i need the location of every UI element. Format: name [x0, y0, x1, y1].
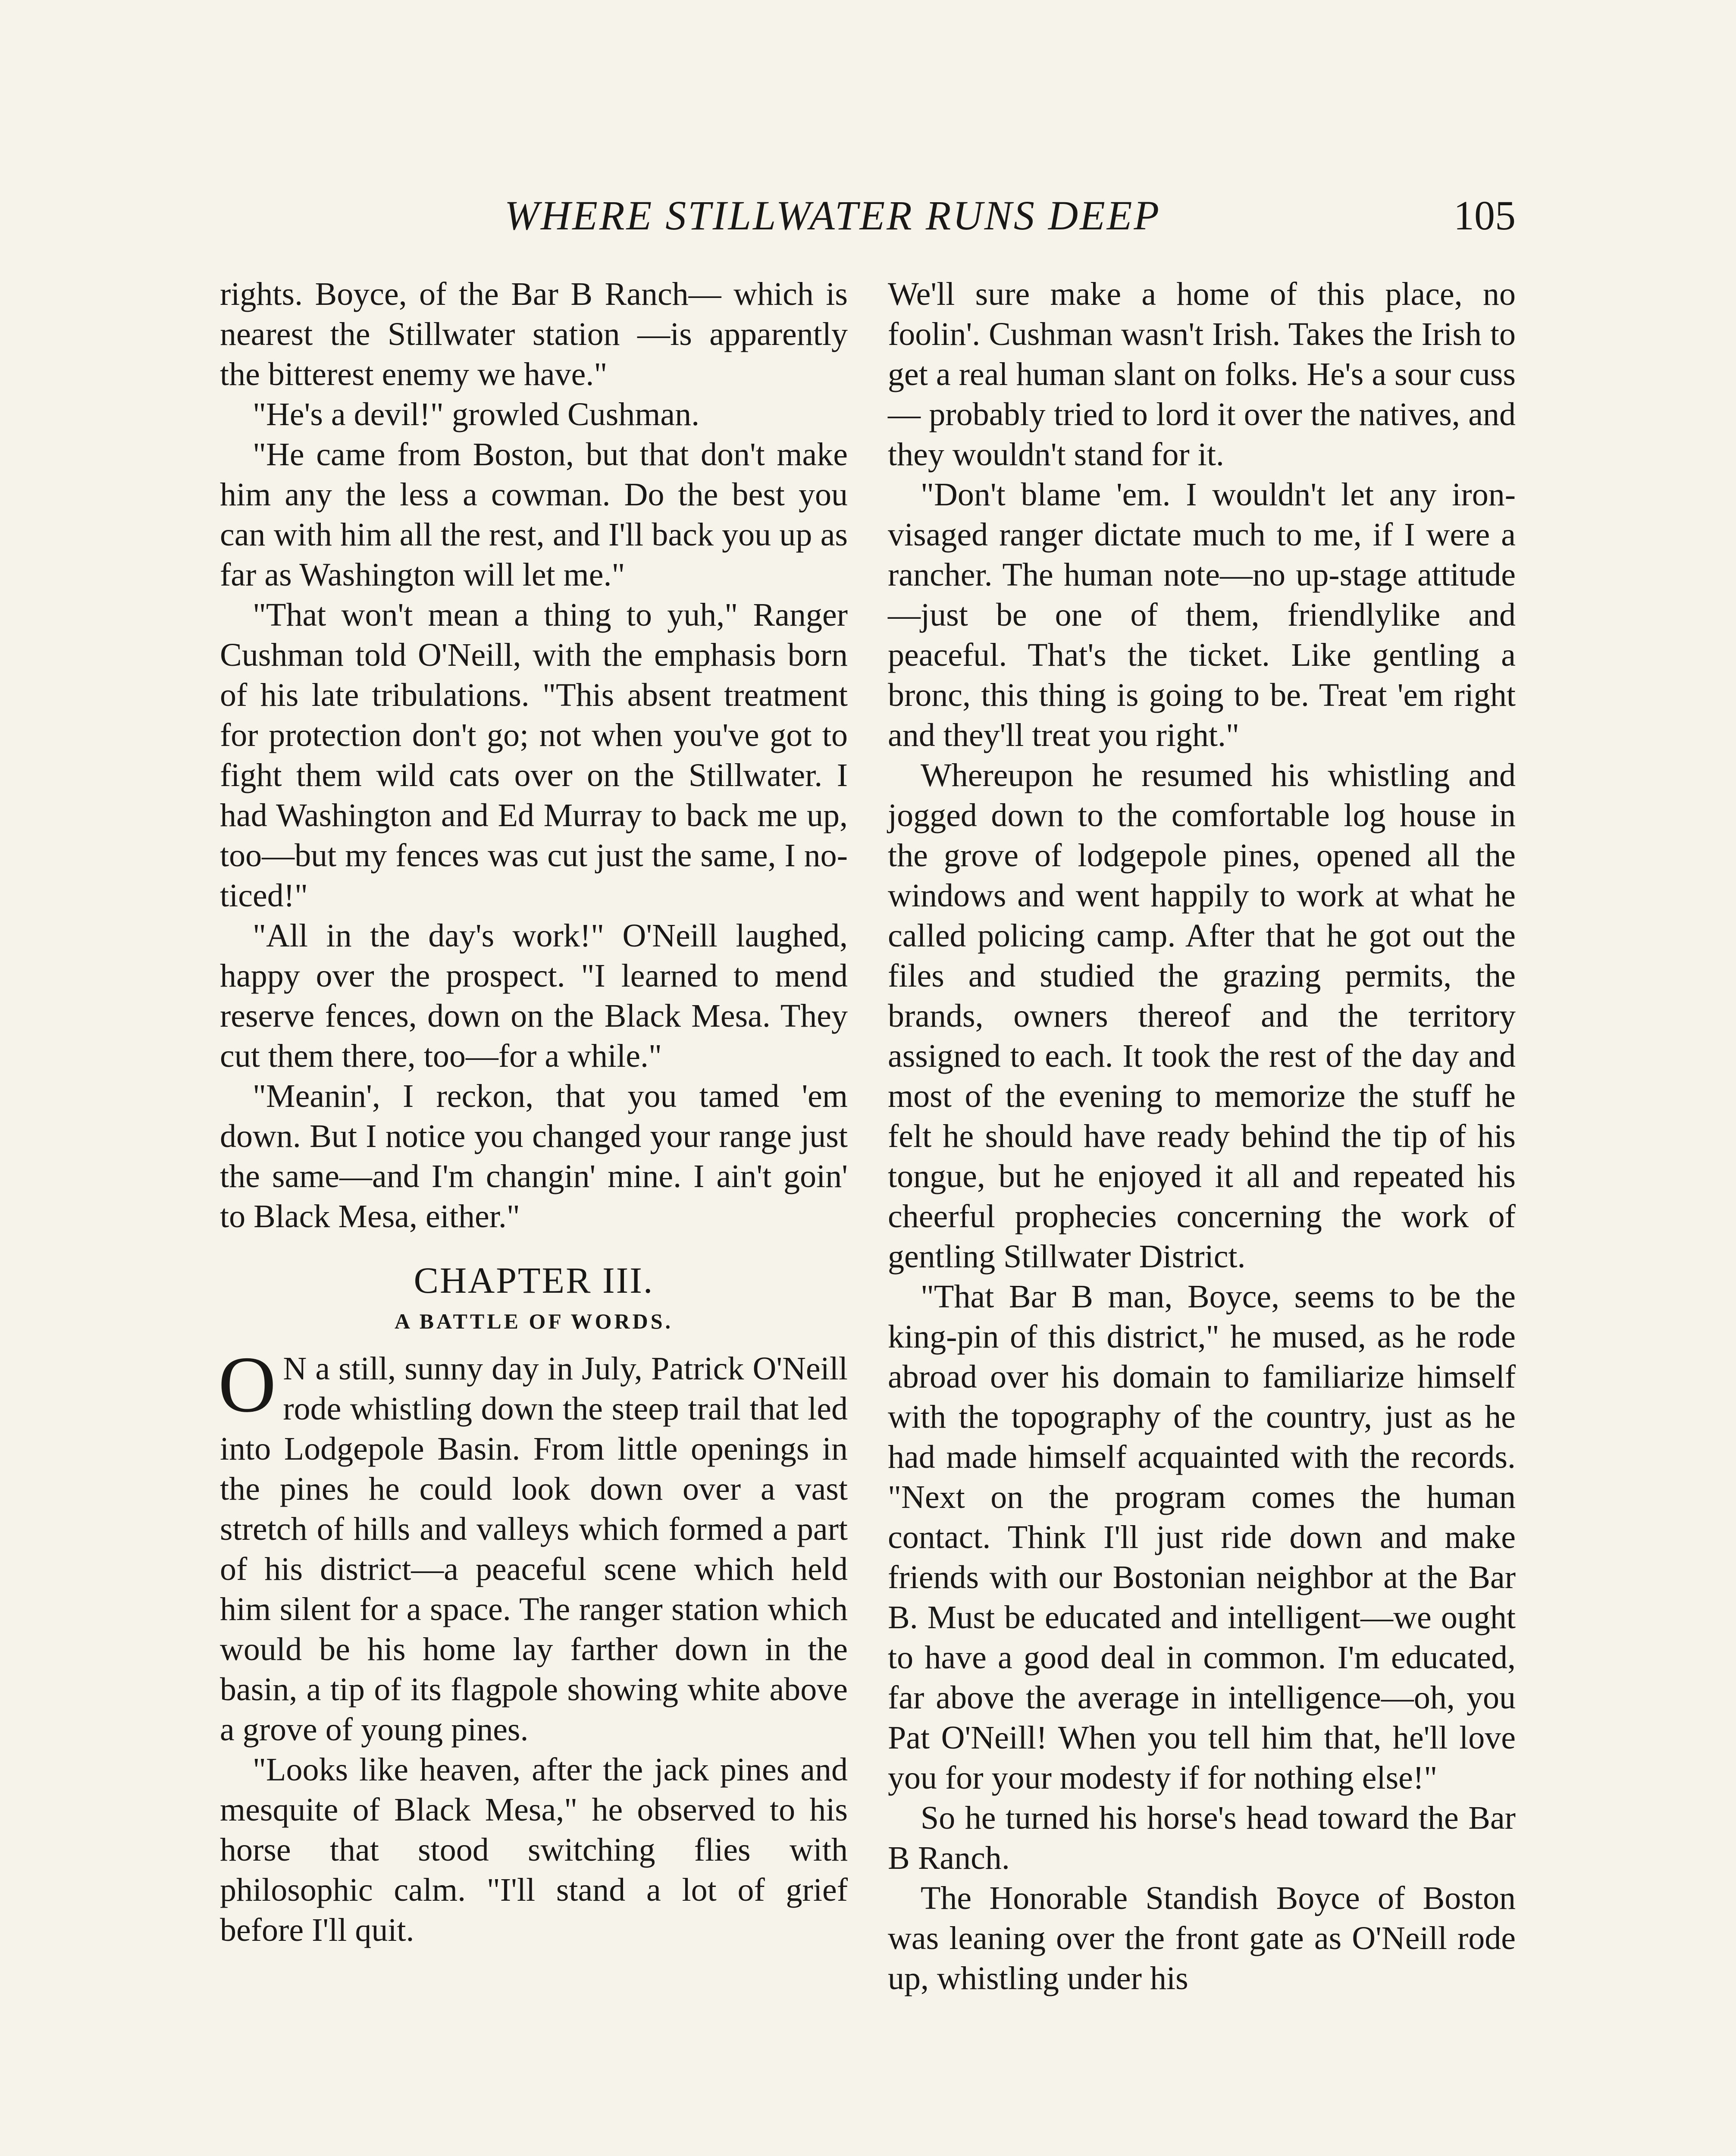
running-title: WHERE STILLWATER RUNS DEEP: [505, 192, 1161, 238]
paragraph: "Don't blame 'em. I wouldn't let any iron-visaged ranger dictate much to me, if I were a rancher. The human note—no up-stage attitude—just be one of them, friendlylike and peaceful. That's the ticket. Like gentling a bronc, this thing is going to be. Treat 'em right and they'll treat you right.": [888, 476, 1516, 753]
paragraph: "He's a devil!" growled Cushman.: [253, 396, 700, 432]
paragraph: We'll sure make a home of this place, no foolin'. Cushman wasn't Irish. Takes the Irish to get a real human slant on folks. He's a sour cuss— probably tried to lord it over the natives, and they wouldn't stand for it.: [888, 276, 1516, 473]
paragraph: "That won't mean a thing to yuh," Ranger Cushman told O'Neill, with the emphasis born of his late tribulations. "This absent treatment for protection don't go; not when you've got to fight them wild cats over on the Stillwater. I had Washington and Ed Murray to back me up, too—but my fences was cut just the same, I noticed!": [220, 597, 848, 914]
paragraph: "All in the day's work!" O'Neill laughed, happy over the prospect. "I learned to mend reserve fences, down on the Black Mesa. They cut them there, too—for a while.": [220, 918, 848, 1074]
chapter-heading: CHAPTER III.: [414, 1260, 654, 1301]
paragraph: rights. Boyce, of the Bar B Ranch— which is nearest the Stillwater station —is apparently the bitterest enemy we have.": [220, 276, 848, 392]
paragraph: So he turned his horse's head toward the Bar B Ranch.: [888, 1800, 1516, 1876]
paragraph: "He came from Boston, but that don't make him any the less a cowman. Do the best you can with him all the rest, and I'll back you up as far as Washington will let me.": [220, 436, 848, 593]
opening-paragraph-text: N a still, sunny day in July, Patrick O'Neill rode whistling down the steep trail that led into Lodgepole Basin. From little openings in the pines he could look down over a vast stretch of hills and valleys which formed a part of his district—a peaceful scene which held him silent for a space. The ranger station which would be his home lay farther down in the basin, a tip of its flagpole showing white above a grove of young pines.: [220, 1351, 848, 1748]
paragraph: "Looks like heaven, after the jack pines and mesquite of Black Mesa," he observed to his horse that stood switching flies with philosophic calm. "I'll stand a lot of grief before I'll quit.: [220, 1752, 848, 1948]
page-header: [220, 185, 1516, 246]
paragraph: Whereupon he resumed his whistling and jogged down to the comfortable log house in the grove of lodgepole pines, opened all the windows and went happily to work at what he called policing camp. After that he got out the files and studied the grazing permits, the brands, owners thereof and the territory assigned to each. It took the rest of the day and most of the evening to memorize the stuff he felt he should have ready behind the tip of his tongue, but he enjoyed it all and repeated his cheerful prophecies concerning the work of gentling Stillwater District.: [888, 757, 1516, 1275]
opening-paragraph: [218, 1340, 848, 1750]
paragraph: "That Bar B man, Boyce, seems to be the king-pin of this district," he mused, as he rode abroad over his domain to familiarize himself with the topography of the country, just as he had made himself acquainted with the records. "Next on the program comes the human contact. Think I'll just ride down and make friends with our Bostonian neighbor at the Bar B. Must be educated and intelligent—we ought to have a good deal in common. I'm educated, far above the average in intelligence—oh, you Pat O'Neill! When you tell him that, he'll love you for your modesty if for nothing else!": [888, 1279, 1516, 1796]
page-number: 105: [1454, 192, 1516, 238]
paragraph: The Honorable Standish Boyce of Boston was leaning over the front gate as O'Neill rode up, whistling under his: [888, 1880, 1516, 1996]
right-column: [888, 274, 1516, 1999]
left-column: [220, 274, 848, 1950]
drop-cap: O: [218, 1340, 276, 1429]
paragraph: "Meanin', I reckon, that you tamed 'em down. But I notice you changed your range just the same—and I'm changin' mine. I ain't goin' to Black Mesa, either.": [220, 1078, 848, 1235]
chapter-subtitle: A BATTLE OF WORDS.: [394, 1309, 674, 1333]
